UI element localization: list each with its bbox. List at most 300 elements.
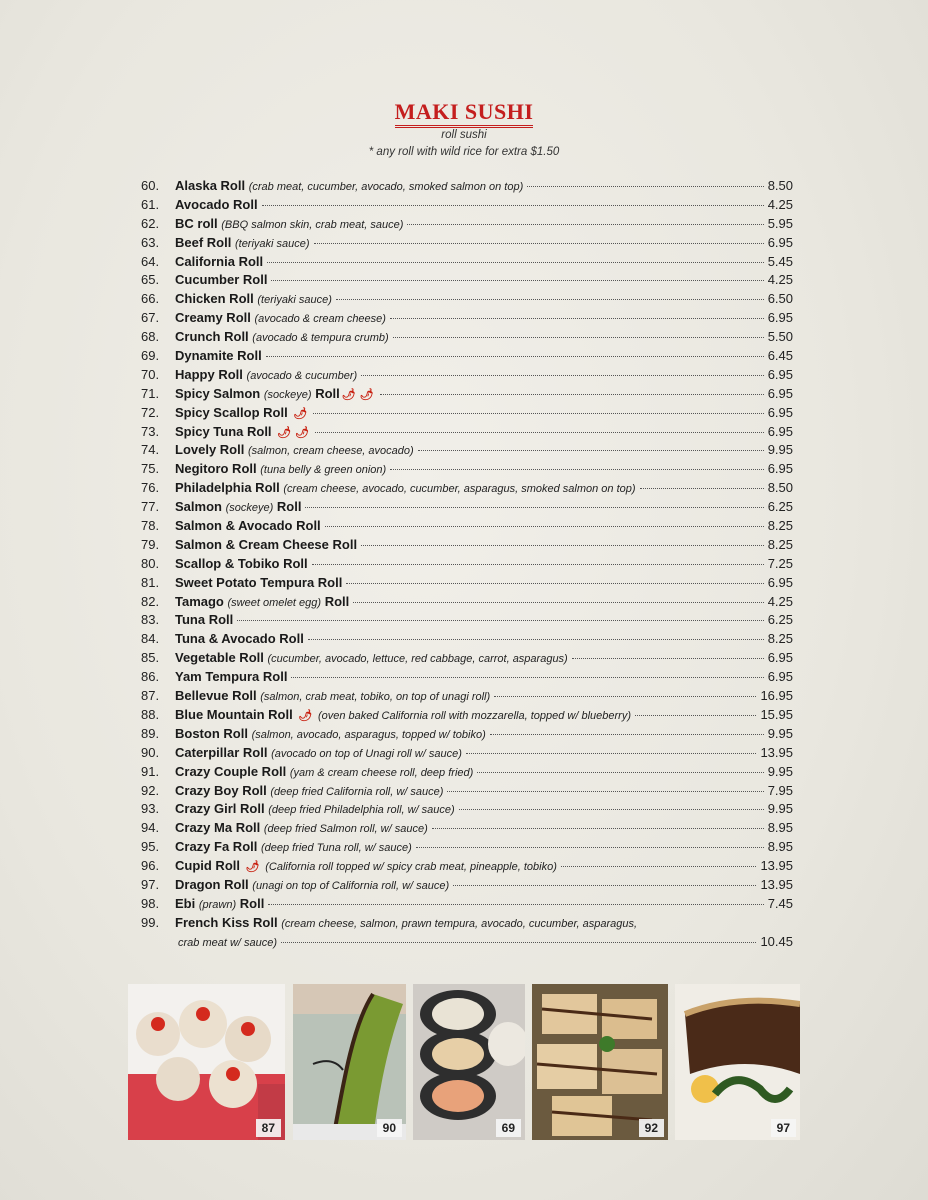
dot-leader bbox=[640, 488, 764, 489]
item-name-text: Alaska Roll bbox=[175, 178, 246, 193]
item-price: 4.25 bbox=[767, 272, 793, 288]
item-name bbox=[175, 688, 490, 703]
menu-item-row bbox=[141, 499, 793, 518]
item-number: 88. bbox=[141, 706, 160, 722]
dot-leader bbox=[267, 262, 764, 263]
item-name-text: Vegetable Roll bbox=[175, 650, 264, 666]
menu-item-row bbox=[141, 707, 793, 726]
caterpillar-roll-photo bbox=[293, 984, 406, 1140]
item-price: 6.50 bbox=[767, 291, 793, 307]
item-number: 98. bbox=[141, 895, 160, 911]
chili-pepper-icon: 🌶 bbox=[298, 709, 313, 722]
dot-leader bbox=[447, 791, 763, 792]
item-number: 78. bbox=[141, 518, 160, 534]
menu-item-row bbox=[141, 386, 793, 405]
item-name-text: Dragon Roll bbox=[175, 876, 249, 892]
item-price: 7.95 bbox=[767, 782, 793, 798]
dot-leader bbox=[380, 394, 764, 395]
item-name bbox=[175, 575, 342, 590]
menu-item-row bbox=[141, 367, 793, 386]
menu-item-row bbox=[141, 612, 793, 631]
item-price: 6.95 bbox=[767, 234, 793, 250]
photo-label: 92 bbox=[639, 1119, 664, 1137]
item-description: (sweet omelet egg) bbox=[227, 596, 322, 609]
item-price: 8.25 bbox=[767, 518, 793, 534]
item-name bbox=[175, 254, 263, 269]
item-number: 63. bbox=[141, 234, 160, 250]
item-number: 77. bbox=[141, 499, 160, 515]
item-number: 86. bbox=[141, 669, 160, 685]
chili-pepper-icon: 🌶 bbox=[245, 861, 260, 874]
dot-leader bbox=[494, 696, 756, 697]
menu-item-row bbox=[141, 801, 793, 820]
chili-pepper-icon: 🌶 bbox=[277, 426, 292, 439]
item-name bbox=[175, 310, 386, 325]
item-number: 61. bbox=[141, 196, 160, 212]
item-price: 9.95 bbox=[767, 763, 793, 779]
menu-item-row bbox=[141, 291, 793, 310]
photo-label: 97 bbox=[771, 1119, 796, 1137]
item-description: (teriyaki sauce) bbox=[234, 237, 310, 250]
menu-item-row bbox=[141, 461, 793, 480]
item-price: 8.25 bbox=[767, 631, 793, 647]
item-name-text: Cucumber Roll bbox=[175, 272, 268, 288]
item-name bbox=[175, 801, 455, 816]
menu-item-row bbox=[141, 197, 793, 216]
menu-item-row bbox=[141, 537, 793, 556]
item-name bbox=[175, 820, 428, 835]
menu-item-row bbox=[141, 669, 793, 688]
dot-leader bbox=[314, 243, 764, 244]
item-name bbox=[175, 537, 357, 552]
item-name-text: Crazy Ma Roll bbox=[175, 820, 261, 836]
photo-label: 90 bbox=[377, 1119, 402, 1137]
menu-item-row bbox=[141, 726, 793, 745]
item-description: (crab meat, cucumber, avocado, smoked salmon on top) bbox=[248, 181, 524, 193]
item-number: 89. bbox=[141, 725, 160, 741]
dot-leader bbox=[432, 828, 764, 829]
item-price: 8.50 bbox=[767, 480, 793, 496]
photo-label: 87 bbox=[256, 1119, 281, 1137]
item-number: 90. bbox=[141, 744, 160, 760]
item-description-cont: crab meat w/ sauce) bbox=[178, 936, 278, 949]
item-number: 96. bbox=[141, 858, 160, 874]
item-name bbox=[175, 272, 267, 287]
item-name bbox=[175, 726, 486, 741]
menu-item-row bbox=[141, 442, 793, 461]
menu-item-row bbox=[141, 745, 793, 764]
dot-leader bbox=[268, 904, 763, 905]
item-price: 5.95 bbox=[767, 215, 793, 231]
menu-item-row bbox=[141, 424, 793, 443]
item-name bbox=[175, 839, 412, 854]
item-name-text: Salmon bbox=[175, 499, 222, 515]
menu-item-row bbox=[141, 764, 793, 783]
item-description: (salmon, crab meat, tobiko, on top of unagi roll) bbox=[260, 691, 491, 704]
item-name bbox=[175, 348, 262, 363]
item-name-text: BC roll bbox=[175, 215, 218, 231]
item-name bbox=[175, 783, 443, 798]
item-price: 8.25 bbox=[767, 536, 793, 552]
item-name bbox=[175, 291, 332, 306]
item-name-text: Sweet Potato Tempura Roll bbox=[175, 574, 343, 590]
item-number: 84. bbox=[141, 631, 160, 647]
item-name-text: Tuna Roll bbox=[175, 612, 234, 628]
chili-pepper-icon: 🌶 bbox=[295, 426, 310, 439]
dot-leader bbox=[312, 564, 764, 565]
menu-item-row bbox=[141, 348, 793, 367]
menu-item-row bbox=[141, 254, 793, 273]
chili-pepper-icon: 🌶 bbox=[341, 388, 356, 401]
dot-leader bbox=[527, 186, 763, 187]
dot-leader bbox=[271, 280, 763, 281]
item-price: 8.95 bbox=[767, 820, 793, 836]
menu-item-row bbox=[141, 820, 793, 839]
dot-leader bbox=[466, 753, 757, 754]
item-price: 5.50 bbox=[767, 329, 793, 345]
item-price: 6.95 bbox=[767, 310, 793, 326]
dot-leader bbox=[353, 602, 763, 603]
item-name bbox=[175, 877, 449, 892]
wild-rice-note: * any roll with wild rice for extra $1.50 bbox=[368, 146, 560, 158]
item-description: (yam & cream cheese roll, deep fried) bbox=[289, 766, 474, 779]
menu-item-row bbox=[141, 235, 793, 254]
item-price: 6.95 bbox=[767, 574, 793, 590]
dot-leader bbox=[281, 942, 756, 943]
menu-item-row bbox=[141, 915, 793, 934]
item-name bbox=[175, 405, 309, 420]
item-number: 92. bbox=[141, 782, 160, 798]
item-name bbox=[175, 915, 637, 930]
item-price: 13.95 bbox=[760, 876, 793, 892]
item-name bbox=[175, 707, 631, 722]
item-number: 71. bbox=[141, 385, 160, 401]
item-name bbox=[175, 178, 523, 193]
item-number: 93. bbox=[141, 801, 160, 817]
item-name-text: Salmon & Avocado Roll bbox=[175, 518, 321, 534]
dot-leader bbox=[308, 639, 764, 640]
dot-leader bbox=[561, 866, 757, 867]
item-price: 13.95 bbox=[760, 744, 793, 760]
item-price: 6.95 bbox=[767, 669, 793, 685]
dot-leader bbox=[336, 299, 764, 300]
menu-item-row bbox=[141, 405, 793, 424]
item-name bbox=[175, 367, 357, 382]
bellevue-roll-photo bbox=[128, 984, 285, 1140]
item-name bbox=[175, 386, 376, 401]
item-name bbox=[175, 442, 414, 457]
item-price: 9.95 bbox=[767, 725, 793, 741]
item-number: 81. bbox=[141, 574, 160, 590]
item-price: 7.45 bbox=[767, 895, 793, 911]
item-name-text: Spicy Tuna Roll bbox=[175, 423, 272, 439]
item-description: (deep fried Tuna roll, w/ sauce) bbox=[260, 842, 412, 855]
dot-leader bbox=[459, 809, 764, 810]
item-number: 79. bbox=[141, 536, 160, 552]
caterpillar-roll-photo-image bbox=[293, 984, 406, 1140]
item-description: (salmon, cream cheese, avocado) bbox=[247, 445, 414, 458]
dot-leader bbox=[635, 715, 756, 716]
dot-leader bbox=[266, 356, 764, 357]
item-number: 94. bbox=[141, 820, 160, 836]
item-number: 95. bbox=[141, 839, 160, 855]
item-number: 87. bbox=[141, 688, 160, 704]
dot-leader bbox=[453, 885, 756, 886]
item-number: 97. bbox=[141, 876, 160, 892]
item-price: 7.25 bbox=[767, 555, 793, 571]
dot-leader bbox=[237, 620, 763, 621]
item-name bbox=[175, 858, 557, 873]
item-name bbox=[175, 461, 386, 476]
item-name bbox=[175, 197, 258, 212]
menu-item-row bbox=[141, 518, 793, 537]
item-name-text: Yam Tempura Roll bbox=[175, 669, 288, 685]
menu-item-row bbox=[141, 631, 793, 650]
item-number: 70. bbox=[141, 366, 160, 382]
item-number: 83. bbox=[141, 612, 160, 628]
item-description: (BBQ salmon skin, crab meat, sauce) bbox=[221, 218, 404, 231]
dot-leader bbox=[315, 432, 764, 433]
dynamite-roll-photo bbox=[413, 984, 525, 1140]
item-description: (unagi on top of California roll, w/ sauce) bbox=[252, 879, 450, 892]
menu-item-row bbox=[141, 877, 793, 896]
item-name bbox=[175, 631, 304, 646]
item-price: 6.95 bbox=[767, 385, 793, 401]
item-name-text: Happy Roll bbox=[175, 366, 243, 382]
dot-leader bbox=[416, 847, 764, 848]
dot-leader bbox=[477, 772, 763, 773]
item-price: 13.95 bbox=[760, 858, 793, 874]
item-description: (California roll topped w/ spicy crab meat, pineapple, tobiko) bbox=[265, 861, 557, 874]
menu-item-row bbox=[141, 329, 793, 348]
item-description: (cream cheese, avocado, cucumber, asparagus, smoked salmon on top) bbox=[283, 483, 636, 496]
dot-leader bbox=[262, 205, 764, 206]
item-name-text: California Roll bbox=[175, 253, 264, 269]
item-description: (tuna belly & green onion) bbox=[260, 464, 387, 477]
item-description: (deep fried Salmon roll, w/ sauce) bbox=[263, 823, 428, 836]
item-number: 76. bbox=[141, 480, 160, 496]
item-number: 85. bbox=[141, 650, 160, 666]
menu-item-row bbox=[141, 575, 793, 594]
item-number: 73. bbox=[141, 423, 160, 439]
item-name-text: Chicken Roll bbox=[175, 291, 254, 307]
item-number: 82. bbox=[141, 593, 160, 609]
menu-item-continuation bbox=[141, 934, 793, 953]
item-name-text: Lovely Roll bbox=[175, 442, 245, 458]
item-name bbox=[175, 896, 264, 911]
dynamite-roll-photo-image bbox=[413, 984, 525, 1140]
item-price: 4.25 bbox=[767, 196, 793, 212]
menu-item-row bbox=[141, 272, 793, 291]
dot-leader bbox=[361, 545, 764, 546]
menu-item-row bbox=[141, 178, 793, 197]
item-name-text: Negitoro Roll bbox=[175, 461, 257, 477]
menu-item-row bbox=[141, 896, 793, 915]
item-number: 60. bbox=[141, 178, 160, 193]
item-number: 62. bbox=[141, 215, 160, 231]
page-title: MAKI SUSHI bbox=[0, 99, 928, 125]
menu-item-row bbox=[141, 480, 793, 499]
item-name bbox=[175, 235, 310, 250]
dot-leader bbox=[291, 677, 763, 678]
item-name bbox=[175, 650, 568, 665]
item-name bbox=[175, 499, 301, 514]
item-name-text: Crazy Couple Roll bbox=[175, 763, 287, 779]
item-description: (sockeye) bbox=[263, 388, 312, 401]
item-description: (cream cheese, salmon, prawn tempura, avocado, cucumber, asparagus, bbox=[281, 917, 638, 930]
item-name bbox=[175, 764, 473, 779]
item-price: 6.95 bbox=[767, 366, 793, 382]
item-description: (oven baked California roll with mozzarella, topped w/ blueberry) bbox=[317, 709, 631, 722]
menu-item-row bbox=[141, 839, 793, 858]
item-number: 91. bbox=[141, 763, 160, 779]
item-price: 4.25 bbox=[767, 593, 793, 609]
menu-item-row bbox=[141, 216, 793, 235]
crazy-boy-roll-photo bbox=[532, 984, 668, 1140]
dot-leader bbox=[313, 413, 763, 414]
item-description: (salmon, avocado, asparagus, topped w/ tobiko) bbox=[251, 728, 486, 741]
dot-leader bbox=[346, 583, 763, 584]
item-name-text: Philadelphia Roll bbox=[175, 480, 280, 496]
item-number: 74. bbox=[141, 442, 160, 458]
item-name-text: Crazy Girl Roll bbox=[175, 801, 265, 817]
item-name bbox=[175, 518, 321, 533]
item-name-suffix: Roll bbox=[324, 593, 350, 609]
item-number: 65. bbox=[141, 272, 160, 288]
item-name-text: Caterpillar Roll bbox=[175, 744, 268, 760]
dot-leader bbox=[418, 450, 764, 451]
item-price: 6.95 bbox=[767, 423, 793, 439]
dot-leader bbox=[325, 526, 764, 527]
item-price: 8.50 bbox=[767, 178, 793, 193]
item-number: 64. bbox=[141, 253, 160, 269]
item-description: (deep fried Philadelphia roll, w/ sauce) bbox=[268, 804, 455, 817]
item-name-text: Bellevue Roll bbox=[175, 688, 257, 704]
item-number: 68. bbox=[141, 329, 160, 345]
photo-strip bbox=[128, 984, 800, 1140]
item-price: 6.25 bbox=[767, 499, 793, 515]
item-name-text: Spicy Scallop Roll bbox=[175, 404, 288, 420]
item-name bbox=[175, 745, 462, 760]
item-name bbox=[175, 424, 311, 439]
item-name bbox=[175, 216, 403, 231]
item-description: (avocado on top of Unagi roll w/ sauce) bbox=[271, 747, 462, 760]
dot-leader bbox=[490, 734, 764, 735]
item-description: (avocado & tempura crumb) bbox=[252, 332, 389, 345]
item-price: 16.95 bbox=[760, 688, 793, 704]
item-name-text: Tuna & Avocado Roll bbox=[175, 631, 304, 647]
item-number: 80. bbox=[141, 555, 160, 571]
item-name-text: Beef Roll bbox=[175, 234, 232, 250]
page-subtitle: roll sushi bbox=[441, 129, 487, 141]
item-name-text: Spicy Salmon bbox=[175, 385, 261, 401]
item-number: 66. bbox=[141, 291, 160, 307]
item-name-text: Creamy Roll bbox=[175, 310, 251, 326]
item-price: 15.95 bbox=[760, 706, 793, 722]
menu-item-row bbox=[141, 310, 793, 329]
item-price: 8.95 bbox=[767, 839, 793, 855]
dot-leader bbox=[572, 658, 764, 659]
item-description: (avocado & cream cheese) bbox=[254, 313, 386, 326]
item-description: (deep fried California roll, w/ sauce) bbox=[270, 785, 444, 798]
item-name bbox=[175, 329, 389, 344]
item-description: (avocado & cucumber) bbox=[246, 369, 358, 382]
item-number: 75. bbox=[141, 461, 160, 477]
crazy-boy-roll-photo-image bbox=[532, 984, 668, 1140]
dot-leader bbox=[393, 337, 764, 338]
item-name-text: Dynamite Roll bbox=[175, 348, 262, 364]
item-price: 6.95 bbox=[767, 461, 793, 477]
dragon-roll-photo bbox=[675, 984, 800, 1140]
item-name-text: Crazy Boy Roll bbox=[175, 782, 267, 798]
menu-item-row bbox=[141, 858, 793, 877]
dragon-roll-photo-image bbox=[675, 984, 800, 1140]
chili-pepper-icon: 🌶 bbox=[359, 388, 374, 401]
item-number: 69. bbox=[141, 348, 160, 364]
photo-label: 69 bbox=[496, 1119, 521, 1137]
item-price: 6.95 bbox=[767, 650, 793, 666]
menu-item-row bbox=[141, 650, 793, 669]
item-name bbox=[175, 594, 349, 609]
chili-pepper-icon: 🌶 bbox=[293, 407, 308, 420]
item-name-text: French Kiss Roll bbox=[175, 914, 278, 930]
item-name bbox=[175, 612, 233, 627]
item-price: 6.95 bbox=[767, 404, 793, 420]
item-name-suffix: Roll bbox=[315, 385, 340, 401]
item-number: 72. bbox=[141, 404, 160, 420]
dot-leader bbox=[305, 507, 763, 508]
menu-item-row bbox=[141, 688, 793, 707]
item-number: 99. bbox=[141, 914, 160, 930]
item-name bbox=[175, 480, 636, 495]
item-description: (sockeye) bbox=[225, 502, 274, 515]
item-price: 9.95 bbox=[767, 442, 793, 458]
dot-leader bbox=[407, 224, 763, 225]
item-name-suffix: Roll bbox=[276, 499, 302, 515]
item-description: (teriyaki sauce) bbox=[257, 294, 332, 307]
item-name bbox=[175, 556, 308, 571]
item-name-text: Crazy Fa Roll bbox=[175, 839, 258, 855]
item-name-text: Blue Mountain Roll bbox=[175, 706, 293, 722]
dot-leader bbox=[361, 375, 763, 376]
item-name-text: Tamago bbox=[175, 593, 224, 609]
item-name-text: Crunch Roll bbox=[175, 329, 249, 345]
item-name-text: Salmon & Cream Cheese Roll bbox=[175, 536, 358, 552]
item-name-text: Boston Roll bbox=[175, 725, 248, 741]
item-price: 6.25 bbox=[767, 612, 793, 628]
item-price: 5.45 bbox=[767, 253, 793, 269]
item-name bbox=[175, 669, 287, 684]
item-price: 6.45 bbox=[767, 348, 793, 364]
menu-list bbox=[141, 178, 793, 953]
item-name-text: Avocado Roll bbox=[175, 196, 258, 212]
item-description: (prawn) bbox=[198, 898, 237, 911]
item-name-text: Ebi bbox=[175, 895, 196, 911]
item-name-suffix: Roll bbox=[239, 895, 265, 911]
item-price: 9.95 bbox=[767, 801, 793, 817]
item-number: 67. bbox=[141, 310, 160, 326]
item-description: (cucumber, avocado, lettuce, red cabbage, carrot, asparagus) bbox=[267, 653, 568, 666]
item-name-text: Scallop & Tobiko Roll bbox=[175, 555, 308, 571]
item-price: 10.45 bbox=[760, 933, 793, 949]
menu-item-row bbox=[141, 594, 793, 613]
item-name-text: Cupid Roll bbox=[175, 858, 240, 874]
bellevue-roll-photo-image bbox=[128, 984, 285, 1140]
dot-leader bbox=[390, 318, 764, 319]
menu-item-row bbox=[141, 783, 793, 802]
menu-item-row bbox=[141, 556, 793, 575]
dot-leader bbox=[390, 469, 763, 470]
